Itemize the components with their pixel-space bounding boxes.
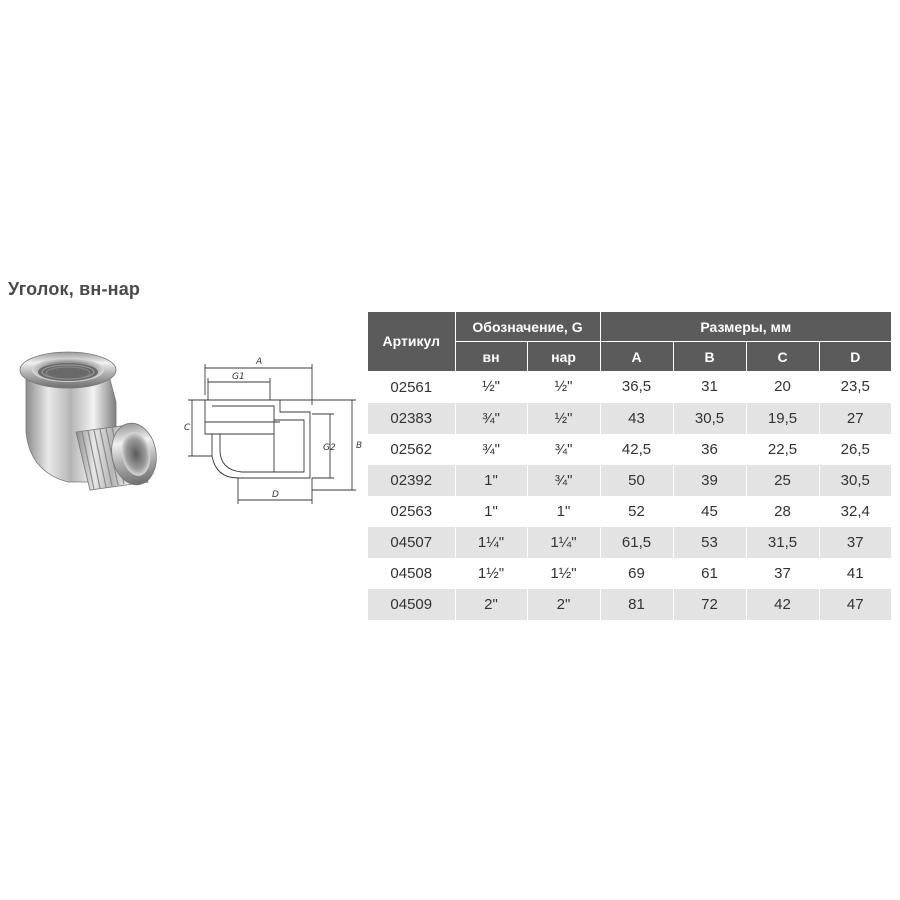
cell-c: 31,5 [746,527,819,558]
cell-d: 47 [819,589,891,620]
cell-d: 37 [819,527,891,558]
cell-nar: ¾" [527,434,600,465]
subheader-outer: нар [527,342,600,372]
cell-vn: 1½" [455,558,527,589]
cell-c: 19,5 [746,403,819,434]
cell-vn: 1¼" [455,527,527,558]
header-designation: Обозначение, G [455,312,600,342]
table-row [368,527,891,558]
cell-b: 36 [673,434,746,465]
cell-nar: 1½" [527,558,600,589]
table-row [368,465,891,496]
dim-label-d: D [272,490,279,500]
cell-a: 81 [600,589,673,620]
cell-b: 31 [673,371,746,403]
cell-d: 32,4 [819,496,891,527]
cell-a: 52 [600,496,673,527]
cell-nar: ¾" [527,465,600,496]
cell-article: 02392 [368,465,455,496]
cell-a: 69 [600,558,673,589]
cell-b: 39 [673,465,746,496]
cell-article: 02563 [368,496,455,527]
subheader-b: B [673,342,746,372]
dim-label-g1: G1 [232,372,245,382]
cell-vn: ½" [455,371,527,403]
cell-d: 23,5 [819,371,891,403]
cell-article: 02561 [368,371,455,403]
cell-a: 43 [600,403,673,434]
dim-label-b: B [356,441,363,451]
cell-b: 72 [673,589,746,620]
cell-vn: 1" [455,465,527,496]
dim-label-a: A [256,357,263,367]
table-row [368,558,891,589]
cell-c: 25 [746,465,819,496]
cell-c: 42 [746,589,819,620]
cell-vn: ¾" [455,434,527,465]
table-row [368,403,891,434]
subheader-c: C [746,342,819,372]
table-row [368,434,891,465]
cell-article: 04507 [368,527,455,558]
cell-article: 02562 [368,434,455,465]
cell-nar: 1" [527,496,600,527]
subheader-inner: вн [455,342,527,372]
page-title: Уголок, вн-нар [8,279,141,299]
cell-a: 36,5 [600,371,673,403]
cell-article: 04508 [368,558,455,589]
header-article: Артикул [368,312,455,371]
table-row [368,371,891,403]
cell-a: 42,5 [600,434,673,465]
subheader-d: D [819,342,891,372]
table-row [368,496,891,527]
cell-d: 41 [819,558,891,589]
cell-article: 02383 [368,403,455,434]
spec-table [368,312,891,620]
subheader-a: A [600,342,673,372]
cell-d: 30,5 [819,465,891,496]
cell-a: 61,5 [600,527,673,558]
cell-a: 50 [600,465,673,496]
cell-b: 61 [673,558,746,589]
cell-vn: 1" [455,496,527,527]
cell-c: 28 [746,496,819,527]
cell-nar: 2" [527,589,600,620]
header-sizes: Размеры, мм [600,312,891,342]
cell-d: 26,5 [819,434,891,465]
cell-nar: 1¼" [527,527,600,558]
cell-article: 04509 [368,589,455,620]
cell-c: 37 [746,558,819,589]
elbow-fitting-photo [8,332,168,502]
cell-c: 22,5 [746,434,819,465]
cell-nar: ½" [527,403,600,434]
cell-d: 27 [819,403,891,434]
dim-label-c: C [184,423,191,433]
cell-c: 20 [746,371,819,403]
dim-label-g2: G2 [323,443,336,453]
cell-b: 45 [673,496,746,527]
table-row [368,589,891,620]
cell-b: 30,5 [673,403,746,434]
cell-vn: ¾" [455,403,527,434]
cell-b: 53 [673,527,746,558]
cell-nar: ½" [527,371,600,403]
cell-vn: 2" [455,589,527,620]
technical-drawing [180,350,370,510]
